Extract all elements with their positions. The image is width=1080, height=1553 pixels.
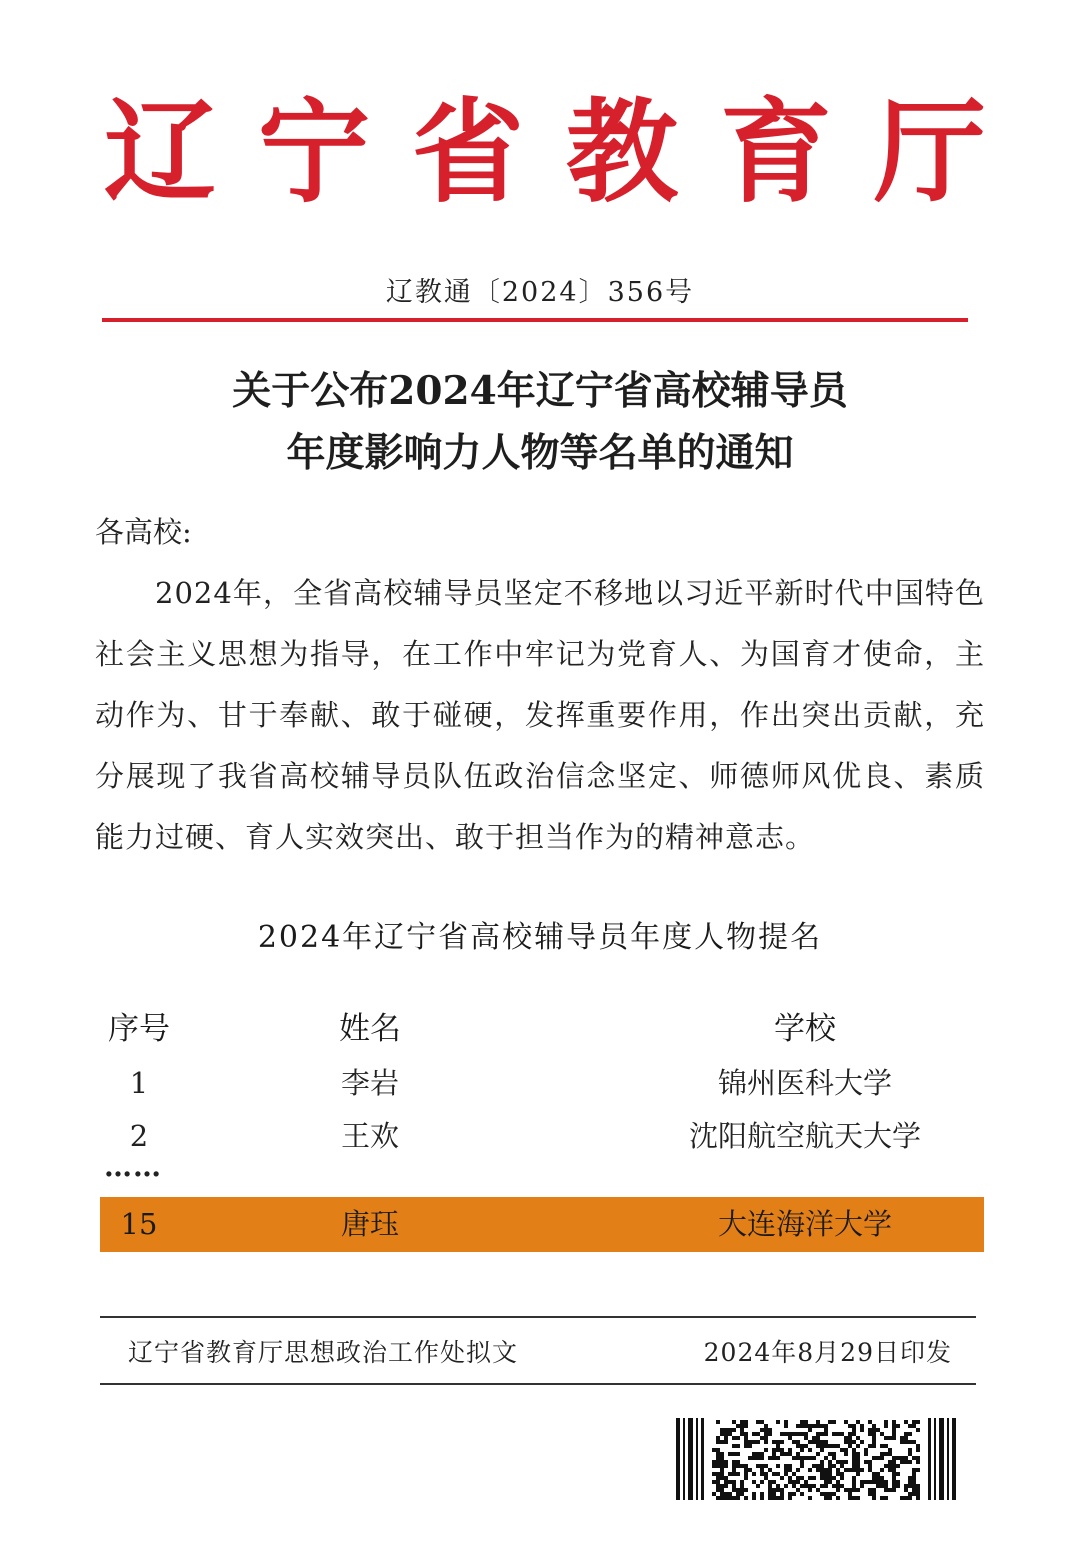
title-line-1: 关于公布2024年辽宁省高校辅导员: [232, 368, 848, 414]
header-index: 序号: [108, 1011, 170, 1047]
header-name: 姓名: [339, 1011, 401, 1047]
letterhead-char: 厅: [874, 86, 986, 218]
letterhead-char: 育: [720, 86, 832, 218]
letterhead-char: 宁: [258, 86, 370, 218]
header-school: 学校: [774, 1011, 836, 1047]
body-paragraph: 2024年，全省高校辅导员坚定不移地以习近平新时代中国特色社会主义思想为指导，在工作中牢记为党育人、为国育才使命，主动作为、甘于奉献、敢于碰硬，发挥重要作用，作出突出贡献，充分展现了我省高校辅导员队伍政治信念坚定、师德师风优良、素质能力过硬、育人实效突出、敢于担当作为的精神意志。: [95, 576, 985, 854]
footer-date: 2024年8月29日印发: [703, 1338, 952, 1367]
table-header: [100, 1003, 984, 1055]
title-line-2: 年度影响力人物等名单的通知: [286, 430, 794, 476]
footer-divider-top: [100, 1316, 976, 1318]
list-title: 2024年辽宁省高校辅导员年度人物提名: [257, 920, 823, 955]
row-school: 锦州医科大学: [717, 1066, 892, 1100]
row-index: 1: [129, 1066, 149, 1100]
document-number: 辽教通〔2024〕356号: [385, 277, 695, 308]
row-name: 王欢: [340, 1119, 399, 1153]
letterhead-char: 教: [566, 86, 678, 218]
footer-drafter: 辽宁省教育厅思想政治工作处拟文: [128, 1338, 519, 1367]
document-title: [0, 360, 1080, 484]
table-row: [100, 1110, 984, 1162]
row-school: 沈阳航空航天大学: [688, 1119, 921, 1153]
table-row: [100, 1057, 984, 1109]
letterhead-char: 省: [412, 86, 524, 218]
row-name: 李岩: [340, 1066, 399, 1100]
red-divider: [102, 318, 968, 322]
salutation: 各高校:: [95, 515, 192, 549]
row-name: 唐珏: [340, 1207, 399, 1241]
row-school: 大连海洋大学: [717, 1207, 892, 1241]
highlighted-row: [100, 1197, 984, 1252]
row-index: 2: [129, 1119, 149, 1153]
letterhead-char: 辽: [104, 86, 216, 218]
letterhead: [95, 78, 995, 218]
barcode-qr-icon: [676, 1418, 956, 1500]
footer-divider-bottom: [100, 1383, 976, 1385]
row-index: 15: [120, 1207, 158, 1241]
table-ellipsis: ……: [104, 1150, 162, 1183]
